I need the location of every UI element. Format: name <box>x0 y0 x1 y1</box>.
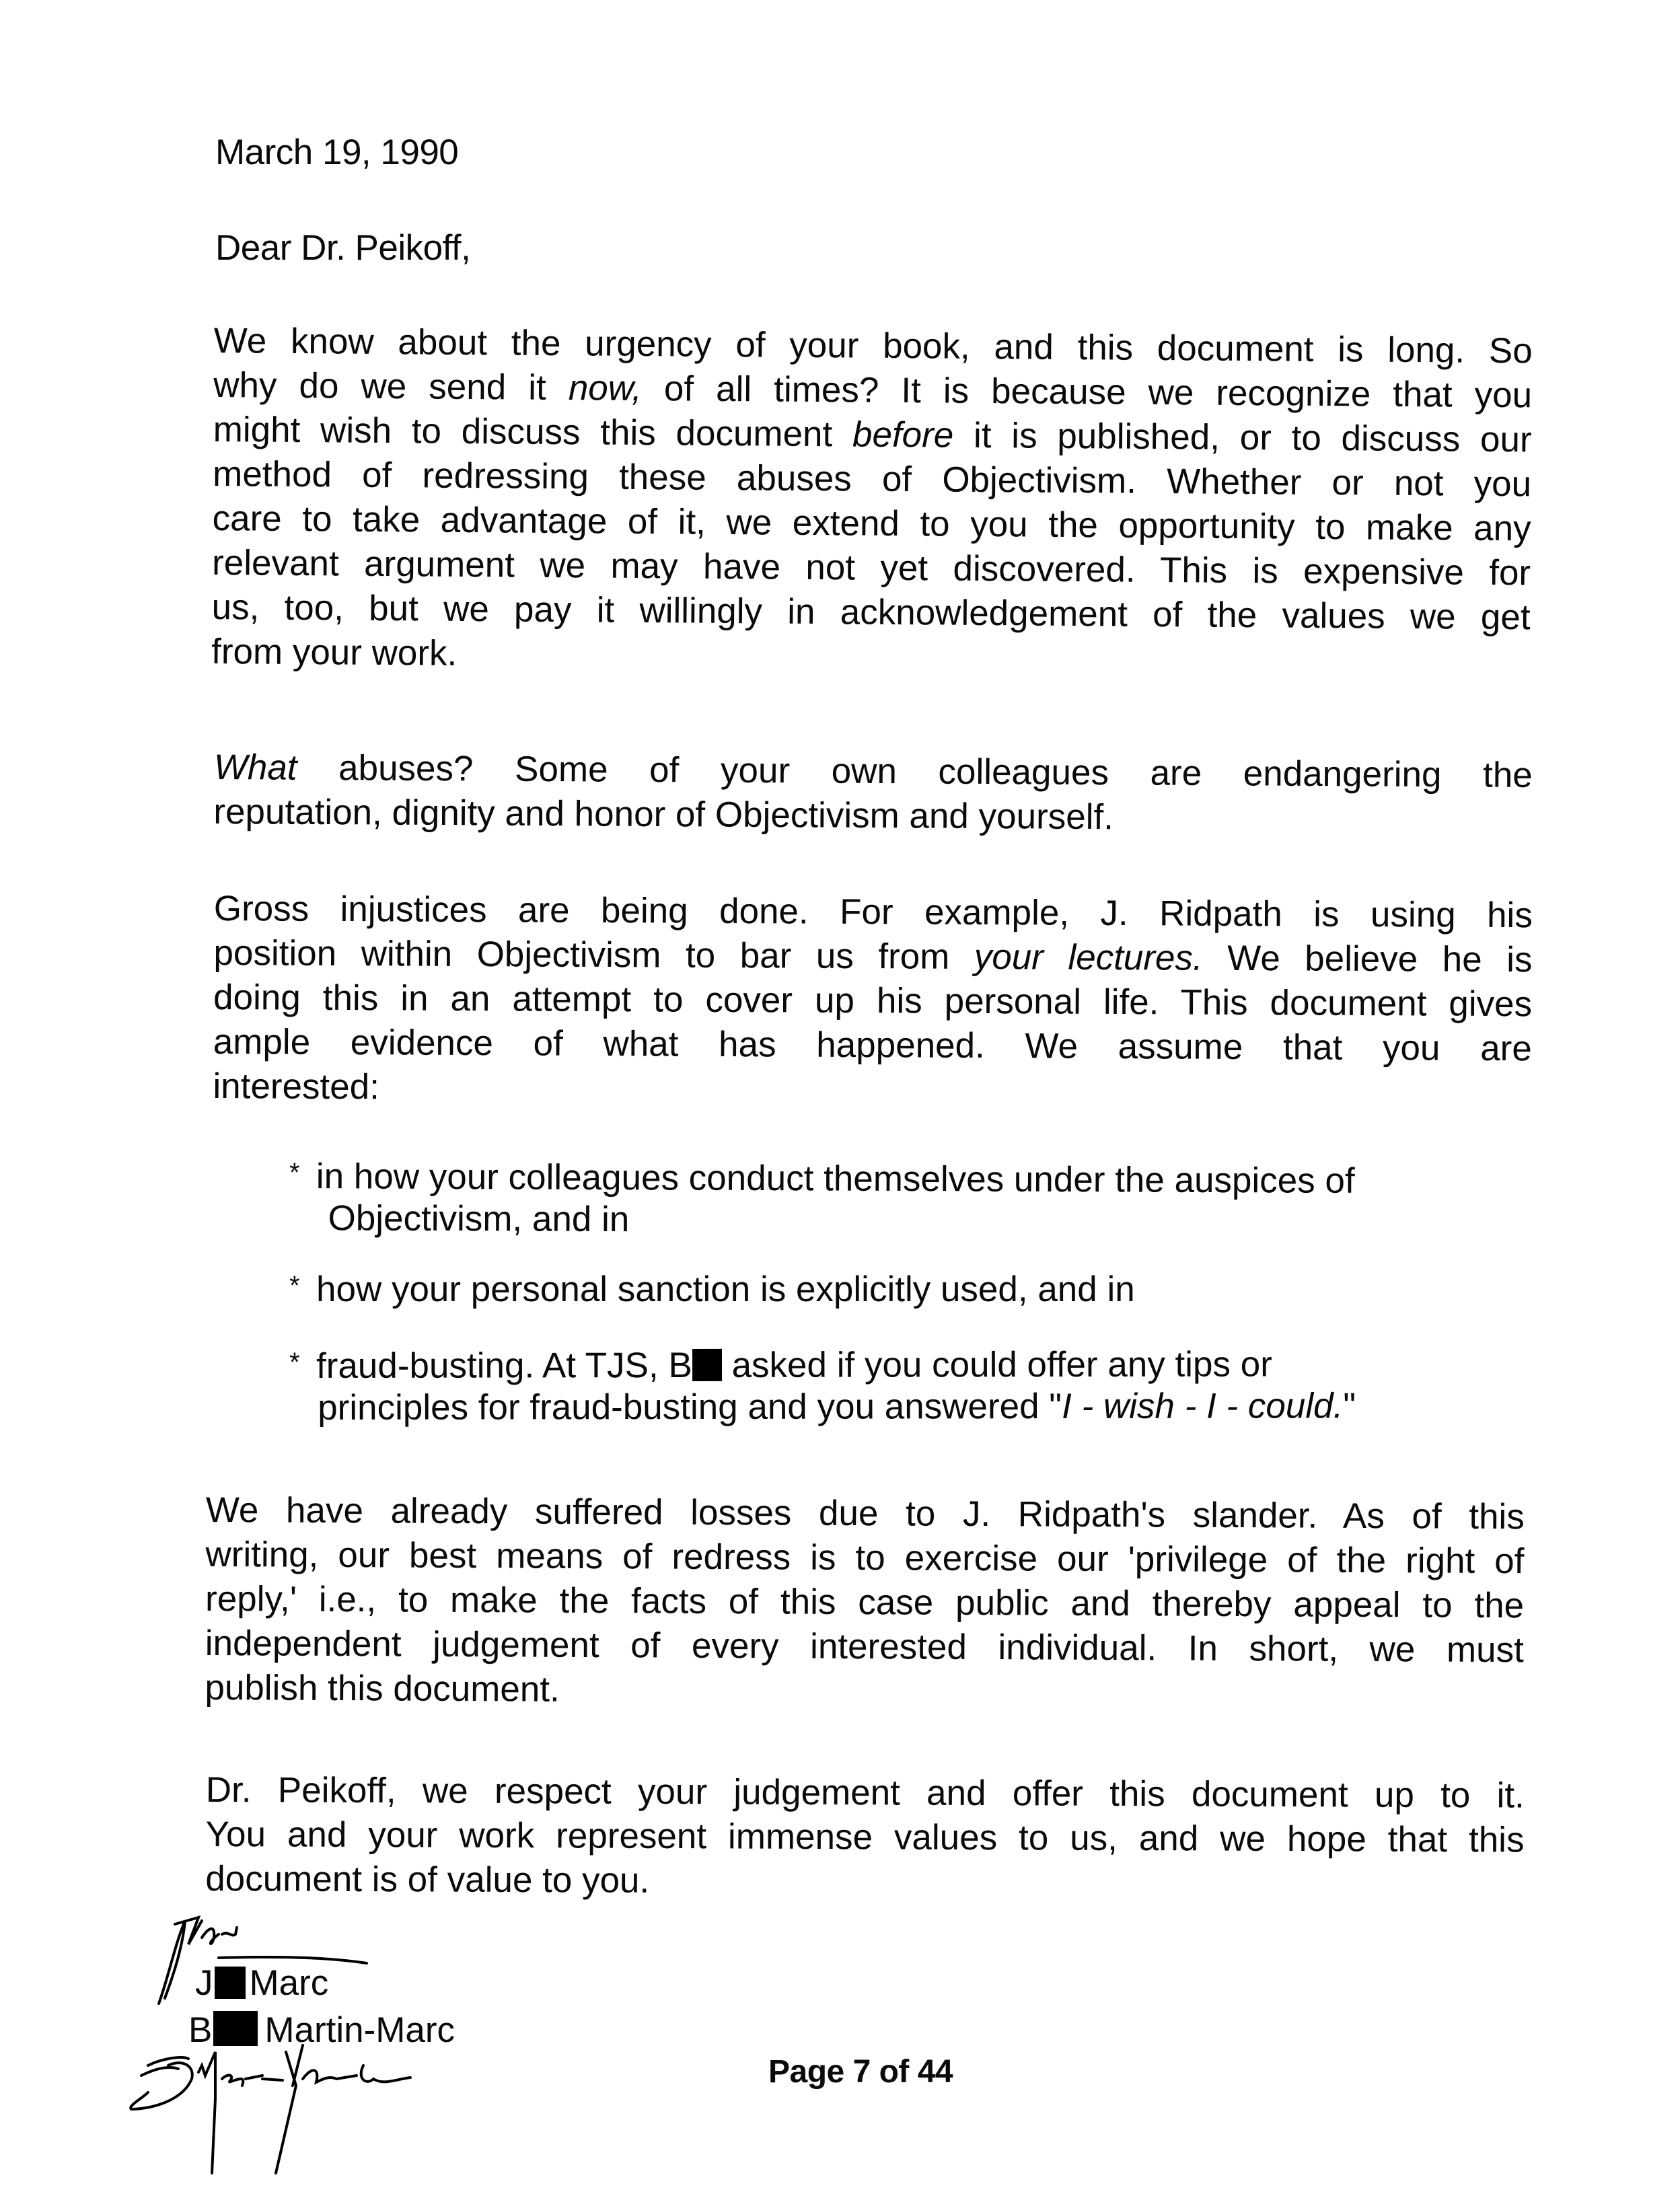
bullet-marker: * <box>289 1271 300 1300</box>
text-run: why do we send it <box>213 365 569 408</box>
redaction-bar <box>692 1349 722 1381</box>
text-run: fraud-busting. At TJS, B <box>316 1345 692 1386</box>
paragraph-line: Gross injustices are being done. For example, J. Ridpath is using his <box>213 889 1533 936</box>
bullet-line: in how your colleagues conduct themselves under the auspices of <box>316 1157 1355 1201</box>
letter-date: March 19, 1990 <box>215 133 459 172</box>
paragraph-line: relevant argument we may have not yet discovered. This is expensive for <box>211 542 1531 593</box>
text-run: of all times? It is because we recognize that you <box>641 368 1533 416</box>
bullet-item <box>289 1269 1507 1311</box>
paragraph-line: doing this in an attempt to cover up his personal life. This document gives <box>213 977 1533 1025</box>
signatory-surname: Marc <box>249 1963 329 2003</box>
paragraph-line: reputation, dignity and honor of Objectivism and yourself. <box>213 791 1114 838</box>
paragraph-line: independent judgement of every interested individual. In short, we must <box>205 1623 1524 1671</box>
paragraph-line: care to take advantage of it, we extend to you the opportunity to make any <box>212 498 1531 549</box>
letter-salutation: Dear Dr. Peikoff, <box>215 228 471 268</box>
emphasis-now: now, <box>568 368 643 408</box>
paragraph-line: You and your work represent immense values to us, and we hope that this <box>205 1814 1525 1860</box>
paragraph-line <box>214 745 1533 798</box>
text-run: abuses? Some of your own colleagues are endangering the <box>297 747 1533 795</box>
signatory-surname: Martin-Marc <box>264 2010 455 2050</box>
signatory-initial: J <box>195 1963 213 2003</box>
paragraph-line: We know about the urgency of your book, and this document is long. So <box>213 320 1533 371</box>
bullet-line <box>296 1385 1507 1429</box>
signatory-initial: B <box>188 2010 213 2050</box>
emphasis-quote: I - wish - I - could. <box>1062 1386 1344 1427</box>
paragraph-line <box>213 931 1532 982</box>
paragraph-4 <box>205 1488 1525 1717</box>
text-run: asked if you could offer any tips or <box>721 1344 1272 1385</box>
bullet-line <box>296 1344 1507 1387</box>
paragraph-line: from your work. <box>211 631 458 673</box>
paragraph-3 <box>213 887 1533 1115</box>
paragraph-line: We have already suffered losses due to J. Ridpath's slander. As of this <box>205 1490 1525 1537</box>
redaction-bar <box>215 1967 246 1999</box>
text-run: principles for fraud-busting and you answered " <box>318 1387 1062 1428</box>
paragraph-line: ample evidence of what has happened. We assume that you are <box>213 1021 1532 1069</box>
page-number: Page 7 of 44 <box>768 2054 953 2090</box>
emphasis-your-lectures: your lectures. <box>974 937 1203 978</box>
paragraph-5 <box>205 1768 1525 1907</box>
bullet-marker: * <box>289 1157 300 1188</box>
paragraph-line: Dr. Peikoff, we respect your judgement and offer this document up to it. <box>205 1770 1525 1816</box>
paragraph-line: document is of value to you. <box>205 1858 650 1901</box>
text-run: might wish to discuss this document <box>213 409 853 455</box>
signatory-1-name <box>195 1963 328 2004</box>
emphasis-what: What <box>213 747 297 788</box>
text-run: position within Objectivism to bar us from <box>213 932 974 977</box>
paragraph-line: publish this document. <box>205 1667 560 1710</box>
bullet-item <box>289 1156 1507 1245</box>
text-run: " <box>1343 1386 1356 1426</box>
bullet-line: how your personal sanction is explicitly used, and in <box>316 1270 1135 1309</box>
bullet-marker: * <box>289 1347 300 1378</box>
text-run: it is published, or to discuss our <box>953 415 1532 460</box>
paragraph-2 <box>213 745 1533 842</box>
bullet-item <box>289 1344 1507 1429</box>
paragraph-line: reply,' i.e., to make the facts of this case public and thereby appeal to the <box>205 1578 1525 1626</box>
handwritten-signature-2 <box>128 2039 558 2200</box>
paragraph-line: us, too, but we pay it willingly in acknowledgement of the values we get <box>211 587 1531 638</box>
emphasis-before: before <box>852 414 954 455</box>
paragraph-line: method of redressing these abuses of Objectivism. Whether or not you <box>212 453 1532 505</box>
bullet-line: Objectivism, and in <box>328 1198 630 1240</box>
paragraph-line: interested: <box>213 1066 380 1107</box>
text-run: We believe he is <box>1202 938 1533 980</box>
paragraph-line: writing, our best means of redress is to exercise our 'privilege of the right of <box>205 1534 1525 1582</box>
paragraph-1 <box>211 319 1533 684</box>
